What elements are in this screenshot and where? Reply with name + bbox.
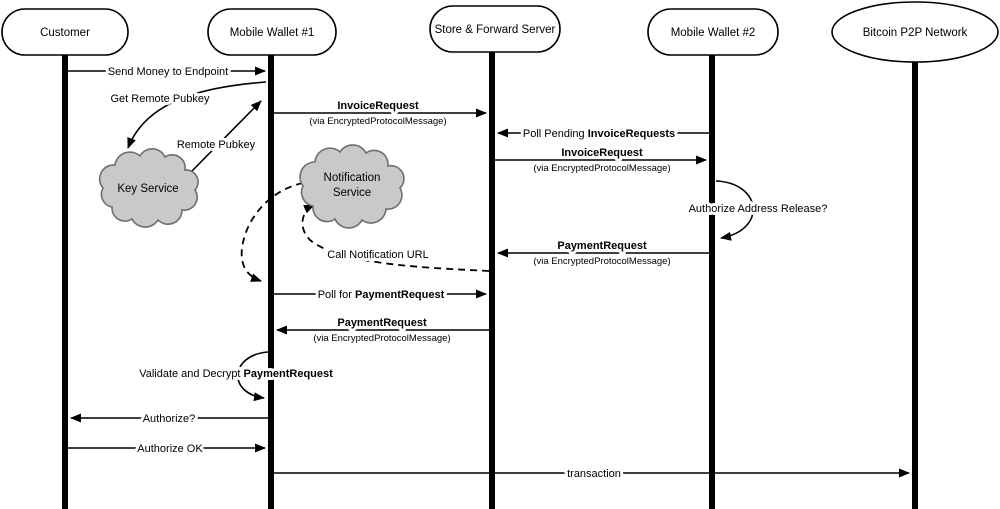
message-authorize-address-release-label: Authorize Address Release? bbox=[688, 203, 828, 215]
message-invoice-request-2-name: InvoiceRequest bbox=[561, 147, 643, 159]
message-poll-for-payment-request-prefix: Poll for bbox=[317, 289, 356, 301]
message-remote-pubkey-line bbox=[190, 101, 261, 173]
message-validate-decrypt-prefix: Validate and Decrypt bbox=[139, 368, 244, 380]
message-validate-decrypt-label bbox=[139, 368, 333, 380]
actor-store-forward-server-label: Store & Forward Server bbox=[434, 24, 556, 36]
actor-customer-label: Customer bbox=[40, 27, 90, 39]
notification-service-label-line2: Service bbox=[332, 187, 372, 199]
message-invoice-request-1-name: InvoiceRequest bbox=[337, 100, 419, 112]
message-payment-request-to-server-name: PaymentRequest bbox=[557, 240, 647, 252]
actor-mobile-wallet-1-label: Mobile Wallet #1 bbox=[229, 27, 315, 39]
actor-bitcoin-p2p-network-label: Bitcoin P2P Network bbox=[862, 27, 968, 39]
message-poll-pending-name: InvoiceRequests bbox=[587, 128, 676, 140]
message-poll-for-payment-request-name: PaymentRequest bbox=[355, 289, 445, 301]
lifelines bbox=[65, 50, 915, 509]
key-service-label: Key Service bbox=[117, 183, 179, 195]
labels bbox=[40, 24, 967, 480]
message-authorize-question-label: Authorize? bbox=[142, 413, 196, 425]
message-poll-for-payment-request-label bbox=[318, 289, 445, 301]
message-send-money-label: Send Money to Endpoint bbox=[107, 66, 229, 78]
message-remote-pubkey-label: Remote Pubkey bbox=[176, 139, 256, 151]
message-invoice-request-2-via: (via EncryptedProtocolMessage) bbox=[533, 163, 671, 174]
notification-service-label-line1: Notification bbox=[323, 172, 381, 184]
message-call-notification-url-label: Call Notification URL bbox=[327, 249, 429, 261]
message-validate-decrypt-name: PaymentRequest bbox=[243, 368, 333, 380]
actor-mobile-wallet-2-label: Mobile Wallet #2 bbox=[670, 27, 756, 39]
message-poll-pending-prefix: Poll Pending bbox=[522, 128, 588, 140]
message-payment-request-to-wallet1-via: (via EncryptedProtocolMessage) bbox=[313, 333, 451, 344]
message-payment-request-to-wallet1-name: PaymentRequest bbox=[337, 317, 427, 329]
message-invoice-request-1-via: (via EncryptedProtocolMessage) bbox=[309, 116, 447, 127]
message-poll-pending-label bbox=[523, 128, 675, 140]
message-authorize-ok-label: Authorize OK bbox=[137, 443, 203, 455]
message-payment-request-to-server-via: (via EncryptedProtocolMessage) bbox=[533, 256, 671, 267]
message-transaction-label: transaction bbox=[567, 468, 621, 480]
message-get-remote-pubkey-label: Get Remote Pubkey bbox=[110, 93, 210, 105]
